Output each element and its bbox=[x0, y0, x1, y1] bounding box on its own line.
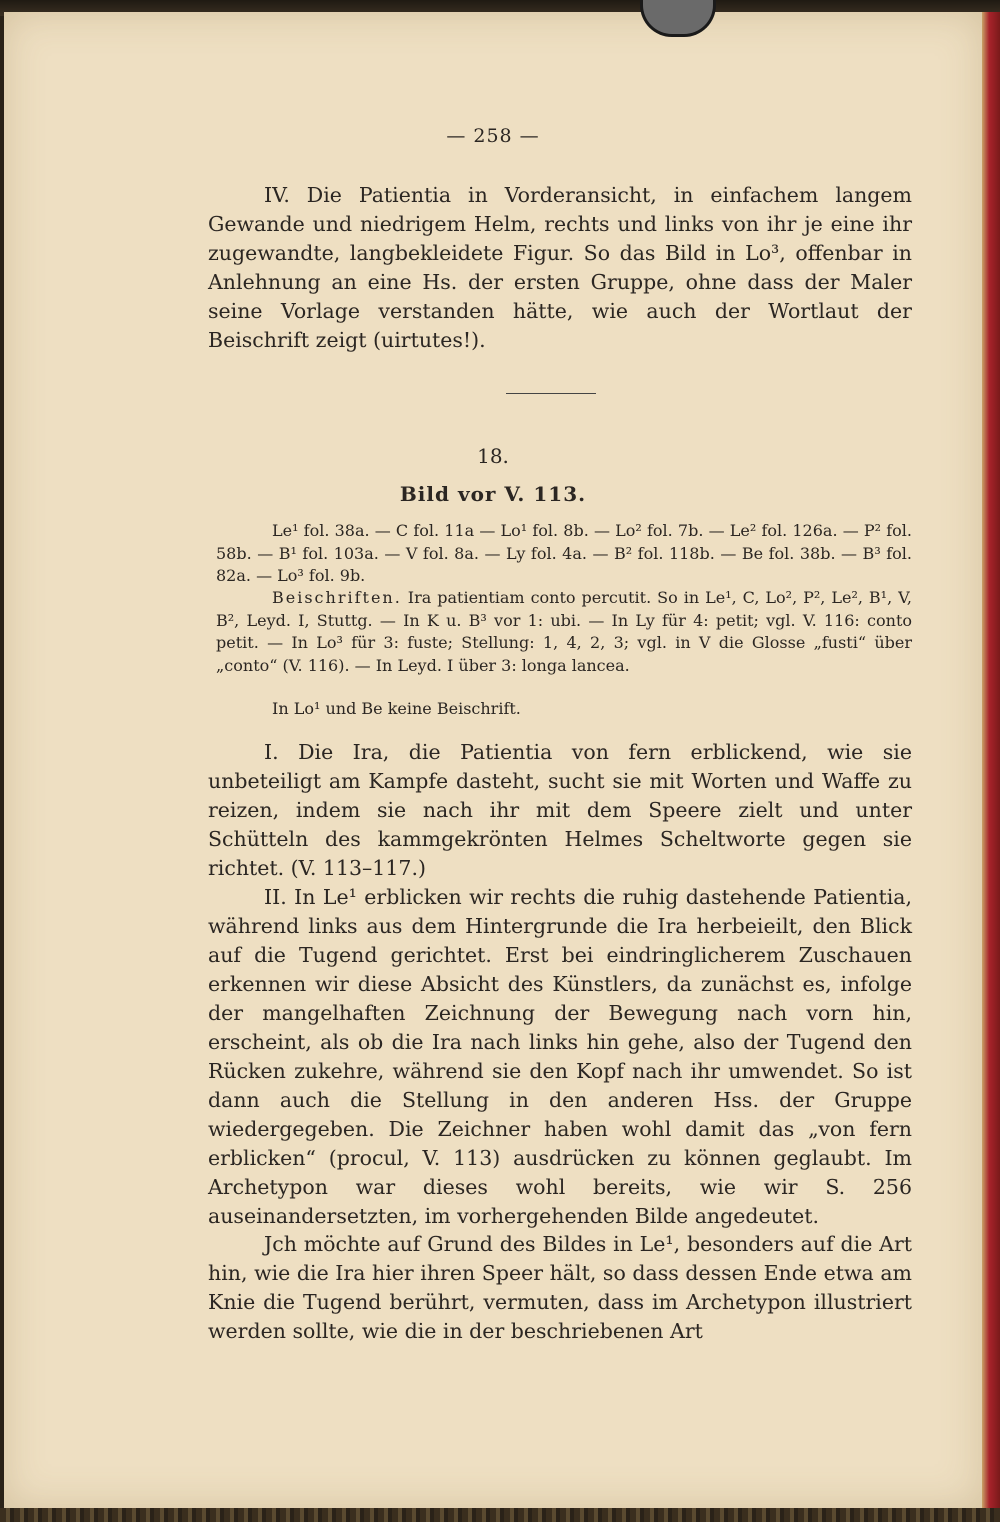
section-title: Bild vor V. 113. bbox=[399, 482, 587, 506]
book-page bbox=[4, 12, 982, 1508]
beischriften-label: Beischriften. bbox=[272, 588, 402, 607]
paragraph-iv: IV. Die Patientia in Vorderansicht, in einfachem langem Gewande und niedrigem Helm, rechts und links von ihr je eine ihr zugewandte, langbekleidete Figur. So das Bild in Lo³, offenbar in Anlehnung an eine Hs. der ersten Gruppe, ohne dass der Maler seine Vorlage verstanden hätte, wie auch der Wortlaut der Beischrift zeigt (uirtutes!). bbox=[208, 183, 912, 352]
manuscript-sources: Le¹ fol. 38a. — C fol. 11a — Lo¹ fol. 8b. — Lo² fol. 7b. — Le² fol. 126a. — P² fol. 58b. — B¹ fol. 103a. — V fol. 8a. — Ly fol. 4a. — B² fol. 118b. — Be fol. 38b. — B³ fol. 82a. — Lo³ fol. 9b. bbox=[216, 521, 912, 585]
beischriften-text: Ira patientiam conto percutit. So in Le¹, C, Lo², P², Le², B¹, V, B², Leyd. I, Stuttg. — In K u. B³ vor 1: ubi. — In Ly für 4: petit; vgl. V. 116: conto petit. — In Lo³ für 3: fuste; Stellung: 1, 4, 2, 3; vgl. in V die Glosse „fusti“ über „conto“ (V. 116). — In Leyd. I über 3: longa lancea. bbox=[216, 588, 912, 675]
paragraph-ii: II. In Le¹ erblicken wir rechts die ruhig dastehende Patientia, während links aus dem Hintergrunde die Ira herbeieilt, den Blick auf die Tugend gerichtet. Erst bei eindringlicherem Zuschauen erkennen wir diese Absicht des Künstlers, da zunächst es, infolge der mangelhaften Zeichnung der Bewegung nach vorn hin, erscheint, als ob die Ira nach links hin gehe, also der Tugend den Rücken zukehre, während sie den Kopf nach ihr umwendet. So ist dann auch die Stellung in den anderen Hss. der Gruppe wiedergegeben. Die Zeichner haben wohl damit das „von fern erblicken“ (procul, V. 113) ausdrücken zu können geglaubt. Im Archetypon war dieses wohl bereits, wie wir S. 256 auseinandersetzten, im vorhergehenden Bilde angedeutet. bbox=[208, 885, 912, 1228]
book-right-edge bbox=[982, 12, 1000, 1508]
section-divider bbox=[506, 393, 596, 394]
beischriften-block bbox=[216, 587, 912, 677]
paragraph-i: I. Die Ira, die Patientia von fern erblickend, wie sie unbeteiligt am Kampfe dasteht, sucht sie mit Worten und Waffe zu reizen, indem sie nach ihr mit dem Speere zielt und unter Schütteln des kammgekrönten Helmes Scheltworte gegen sie richtet. (V. 113–117.) bbox=[208, 740, 912, 880]
page-number: — 258 — bbox=[446, 125, 540, 147]
no-beischrift-note: In Lo¹ und Be keine Beischrift. bbox=[272, 699, 521, 718]
book-bottom-edge bbox=[0, 1508, 1000, 1522]
section-number: 18. bbox=[477, 444, 509, 468]
paragraph-jch: Jch möchte auf Grund des Bildes in Le¹, besonders auf die Art hin, wie die Ira hier ihren Speer hält, so dass dessen Ende etwa am Knie die Tugend berührt, vermuten, dass im Archetypon illustriert werden sollte, wie die in der beschriebenen Art bbox=[208, 1232, 912, 1343]
